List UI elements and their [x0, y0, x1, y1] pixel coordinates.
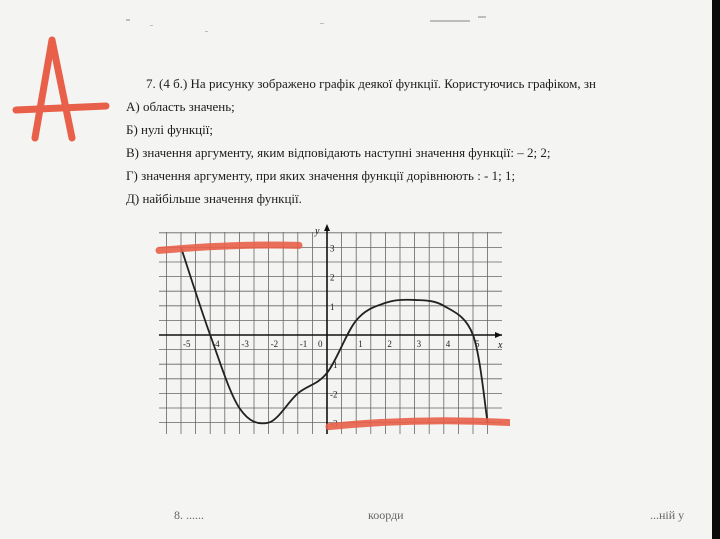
x-tick-label: -2: [270, 339, 279, 349]
x-tick-label: -5: [183, 339, 191, 349]
bottom-fragment-middle: коорди: [368, 508, 404, 522]
x-tick-label: 0: [318, 339, 323, 349]
y-tick-label: 1: [330, 301, 335, 312]
y-tick-label: -2: [330, 389, 338, 400]
task-title: 7. (4 б.) На рисунку зображено графік деякої функції. Користуючись графіком, зн: [146, 76, 596, 91]
task-item-b: Б) нулі функції;: [126, 122, 213, 137]
x-tick-label: 1: [358, 339, 363, 349]
pen-mark-max: [159, 245, 299, 250]
x-tick-label: -4: [212, 339, 220, 349]
pen-mark-min: [329, 418, 510, 429]
y-axis-label: y: [315, 226, 320, 237]
task-item-e: Д) найбільше значення функції.: [126, 191, 302, 206]
y-tick-label: -3: [330, 418, 338, 429]
task-item-a: А) область значень;: [126, 99, 235, 114]
y-tick-label: -1: [330, 360, 338, 371]
y-tick-label: 3: [330, 243, 335, 254]
x-tick-label: 3: [416, 339, 422, 349]
x-tick-label: -3: [241, 339, 249, 349]
task-item-c: В) значення аргументу, яким відповідають наступні значення функції: – 2; 2;: [126, 145, 551, 160]
y-axis-arrow: [324, 224, 330, 231]
x-axis-arrow: [495, 332, 502, 338]
handwritten-letter-a: [10, 28, 110, 148]
x-tick-label: 4: [445, 339, 451, 349]
y-tick-label: 2: [330, 272, 335, 283]
bottom-fragment-right: ...ній у: [650, 508, 685, 522]
x-tick-label: 5: [475, 339, 480, 349]
x-tick-label: 2: [387, 339, 392, 349]
function-graph: [150, 222, 510, 442]
bottom-fragment-left: 8. ......: [174, 508, 204, 522]
x-axis-label: x: [498, 340, 503, 351]
photo-edge: [712, 0, 720, 539]
x-tick-label: -1: [299, 339, 308, 349]
task-item-d: Г) значення аргументу, при яких значення функції дорівнюють : - 1; 1;: [126, 168, 516, 183]
